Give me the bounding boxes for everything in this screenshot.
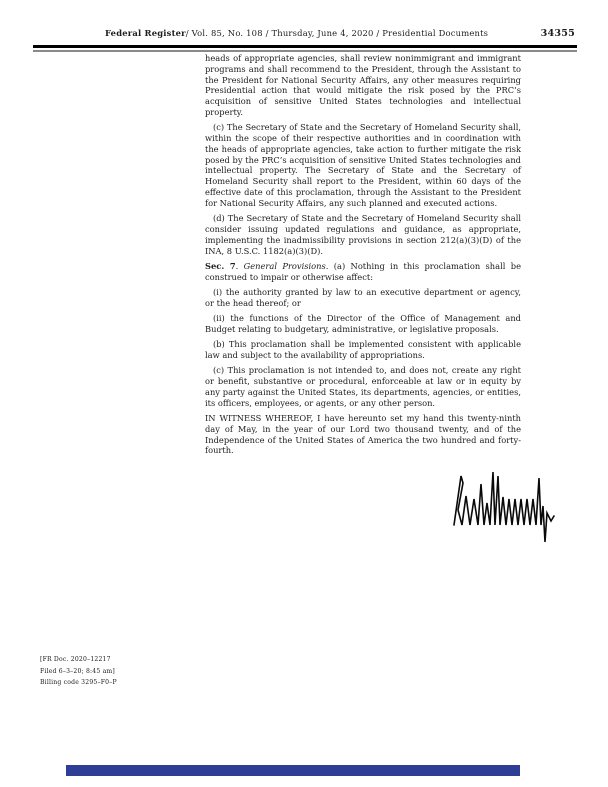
body-paragraphs <box>205 53 521 456</box>
paragraph-ii-omb-functions: (ii) the functions of the Director of the Office of Management and Budget relating to budgetary, administrative, or legislative proposals. <box>205 313 521 334</box>
paragraph-in-witness-whereof: IN WITNESS WHEREOF, I have hereunto set my hand this twenty-ninth day of May, in the year of our Lord two thousand twenty, and of the Independence of the United States of America the two hundred and forty-fourth. <box>205 412 521 456</box>
paragraph-d-regulations: (d) The Secretary of State and the Secretary of Homeland Security shall consider issuing updated regulations and guidance, as appropriate, implementing the inadmissibility provisions in section 212(a)(3)(D) of the INA, 8 U.S.C. 1182(a)(3)(D). <box>205 213 521 256</box>
paragraph-c-secretaries-action: (c) The Secretary of State and the Secretary of Homeland Security shall, within the scope of their respective authorities and in coordination with the heads of appropriate agencies, take action to further mitigate the risk posed by the PRC’s acquisition of sensitive United States technologies and intellectual property. The Secretary of State and the Secretary of Homeland Security shall report to the President, within 60 days of the effective date of this proclamation, through the Assistant to the President for National Security Affairs, any such planned and executed actions. <box>205 122 521 208</box>
paragraph-continuation: heads of appropriate agencies, shall review nonimmigrant and immigrant programs and shall recommend to the President, through the Assistant to the President for National Security Affairs, any other measures requiring Presidential action that would mitigate the risk posed by the PRC’s acquisition of sensitive United States technologies and intellectual property. <box>205 53 521 117</box>
page-header <box>33 28 577 39</box>
document-body <box>205 53 521 461</box>
filed-date-line: Filed 6–3–20; 8:45 am] <box>40 667 115 675</box>
page-footer <box>40 654 117 689</box>
issue-info: / Vol. 85, No. 108 / Thursday, June 4, 2020 / Presidential Documents <box>185 28 489 38</box>
presidential-signature <box>448 463 578 548</box>
fr-doc-number-line: [FR Doc. 2020–12217 <box>40 656 111 663</box>
signature-scrawl-icon <box>448 463 578 548</box>
billing-code-line: Billing code 3295–F0–P <box>40 679 117 686</box>
paragraph-i-authority: (i) the authority granted by law to an executive department or agency, or the head thereof; or <box>205 286 521 308</box>
header-rule-bottom <box>33 50 577 52</box>
paragraph-c-no-rights-created: (c) This proclamation is not intended to, and does not, create any right or benefit, substantive or procedural, enforceable at law or in equity by any party against the United States, its departments, agencies, or entities, its officers, employees, or agents, or any other person. <box>205 365 521 408</box>
running-head <box>33 28 577 39</box>
bottom-blue-bar <box>66 765 520 776</box>
journal-title: Federal Register <box>105 28 186 38</box>
header-rule-top <box>33 45 577 48</box>
page-number: 34355 <box>540 28 575 39</box>
paragraph-b-implementation: (b) This proclamation shall be implemented consistent with applicable law and subject to the availability of appropriations. <box>205 339 521 360</box>
paragraph-sec7-general-provisions: Sec. 7. General Provisions. (a) Nothing in this proclamation shall be construed to impair or otherwise affect: <box>205 260 521 282</box>
